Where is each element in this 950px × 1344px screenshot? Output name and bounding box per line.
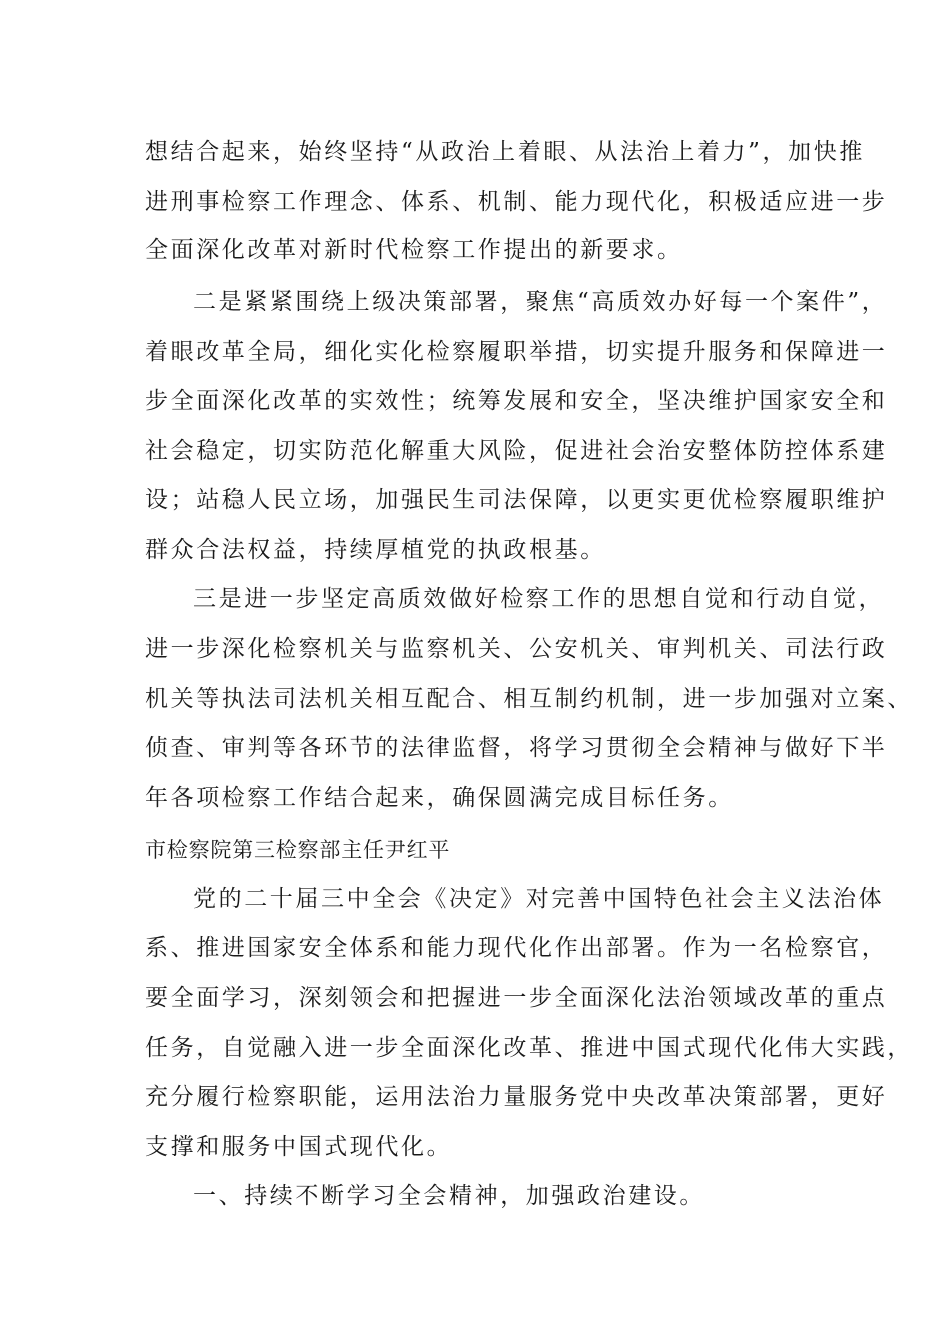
paragraph-line: 系、推进国家安全体系和能力现代化作出部署。作为一名检察官， (145, 935, 888, 961)
paragraph-line: 要全面学习，深刻领会和把握进一步全面深化法治领域改革的重点 (145, 985, 888, 1011)
speaker-heading: 市检察院第三检察部主任尹红平 (145, 838, 451, 862)
paragraph-line: 进刑事检察工作理念、体系、机制、能力现代化，积极适应进一步 (145, 189, 888, 215)
paragraph-line: 侦查、审判等各环节的法律监督，将学习贯彻全会精神与做好下半 (145, 735, 888, 761)
paragraph-first-line: 二是紧紧围绕上级决策部署，聚焦“高质效办好每一个案件”， (193, 289, 888, 315)
paragraph-first-line: 党的二十届三中全会《决定》对完善中国特色社会主义法治体 (193, 886, 885, 912)
paragraph-line: 任务，自觉融入进一步全面深化改革、推进中国式现代化伟大实践， (145, 1035, 913, 1061)
section-title: 一、持续不断学习全会精神，加强政治建设。 (193, 1183, 705, 1209)
paragraph-line: 着眼改革全局，细化实化检察履职举措，切实提升服务和保障进一 (145, 339, 888, 365)
paragraph-line: 进一步深化检察机关与监察机关、公安机关、审判机关、司法行政 (145, 636, 888, 662)
paragraph-line: 全面深化改革对新时代检察工作提出的新要求。 (145, 237, 683, 263)
paragraph-line: 想结合起来，始终坚持“从政治上着眼、从法治上着力”，加快推 (145, 139, 865, 165)
paragraph-line: 机关等执法司法机关相互配合、相互制约机制，进一步加强对立案、 (145, 686, 913, 712)
paragraph-line: 年各项检察工作结合起来，确保圆满完成目标任务。 (145, 785, 734, 811)
paragraph-line: 步全面深化改革的实效性；统筹发展和安全，坚决维护国家安全和 (145, 388, 888, 414)
paragraph-line: 群众合法权益，持续厚植党的执政根基。 (145, 537, 606, 563)
paragraph-line: 社会稳定，切实防范化解重大风险，促进社会治安整体防控体系建 (145, 438, 888, 464)
paragraph-line: 充分履行检察职能，运用法治力量服务党中央改革决策部署，更好 (145, 1084, 888, 1110)
paragraph-first-line: 三是进一步坚定高质效做好检察工作的思想自觉和行动自觉， (193, 586, 885, 612)
paragraph-line: 设；站稳人民立场，加强民生司法保障，以更实更优检察履职维护 (145, 487, 888, 513)
paragraph-line: 支撑和服务中国式现代化。 (145, 1134, 453, 1160)
